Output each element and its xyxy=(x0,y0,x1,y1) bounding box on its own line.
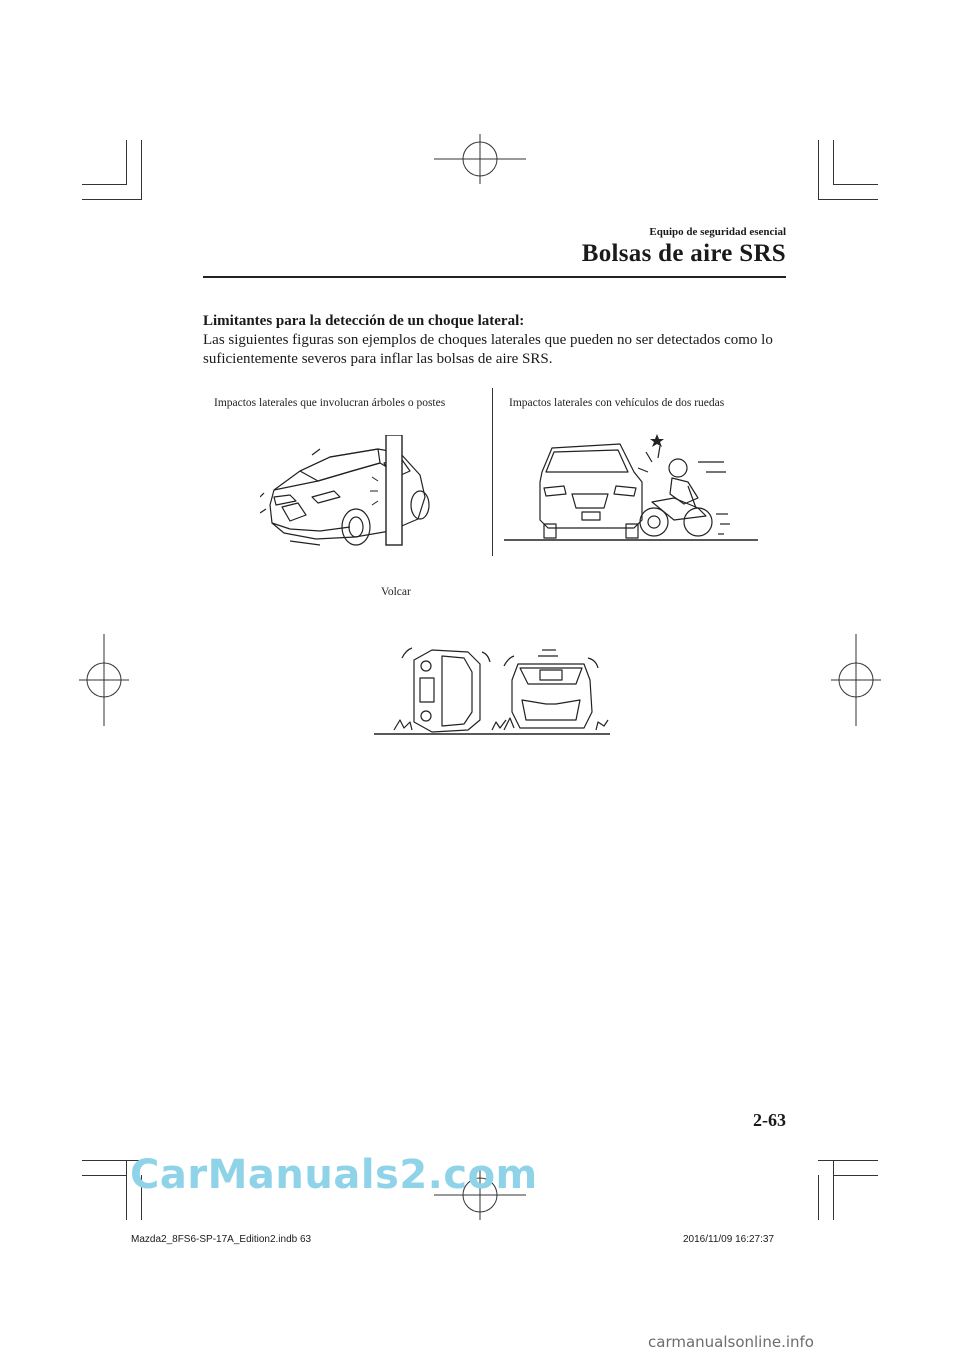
footer-file-name: Mazda2_8FS6-SP-17A_Edition2.indb 63 xyxy=(131,1234,312,1245)
subsection-heading: Limitantes para la detección de un choque lateral: xyxy=(203,313,525,329)
header-rule xyxy=(203,276,786,278)
caption-pole-impact: Impactos laterales que involucran árboles o postes xyxy=(214,397,446,409)
figure-divider xyxy=(492,388,493,556)
caption-rollover: Volcar xyxy=(381,586,411,598)
footer-timestamp: 2016/11/09 16:27:37 xyxy=(683,1234,775,1245)
two-wheel-impact-illustration xyxy=(502,432,762,544)
watermark-carmanuals2: CarManuals2.com xyxy=(130,1152,538,1198)
body-paragraph: Las siguientes figuras son ejemplos de choques laterales que pueden no ser detectados como lo suficientemente severos para inflar las bolsas de aire SRS. xyxy=(203,332,773,367)
page-title: Bolsas de aire SRS xyxy=(581,240,786,267)
registration-target-top xyxy=(434,134,526,184)
caption-two-wheel-impact: Impactos laterales con vehículos de dos ruedas xyxy=(509,397,725,409)
registration-target-left xyxy=(79,634,129,726)
pole-impact-illustration xyxy=(260,435,440,550)
page-number: 2-63 xyxy=(753,1110,786,1130)
rollover-illustration xyxy=(372,642,612,738)
site-watermark: carmanualsonline.info xyxy=(648,1333,814,1351)
section-label: Equipo de seguridad esencial xyxy=(649,226,786,238)
registration-target-right xyxy=(831,634,881,726)
